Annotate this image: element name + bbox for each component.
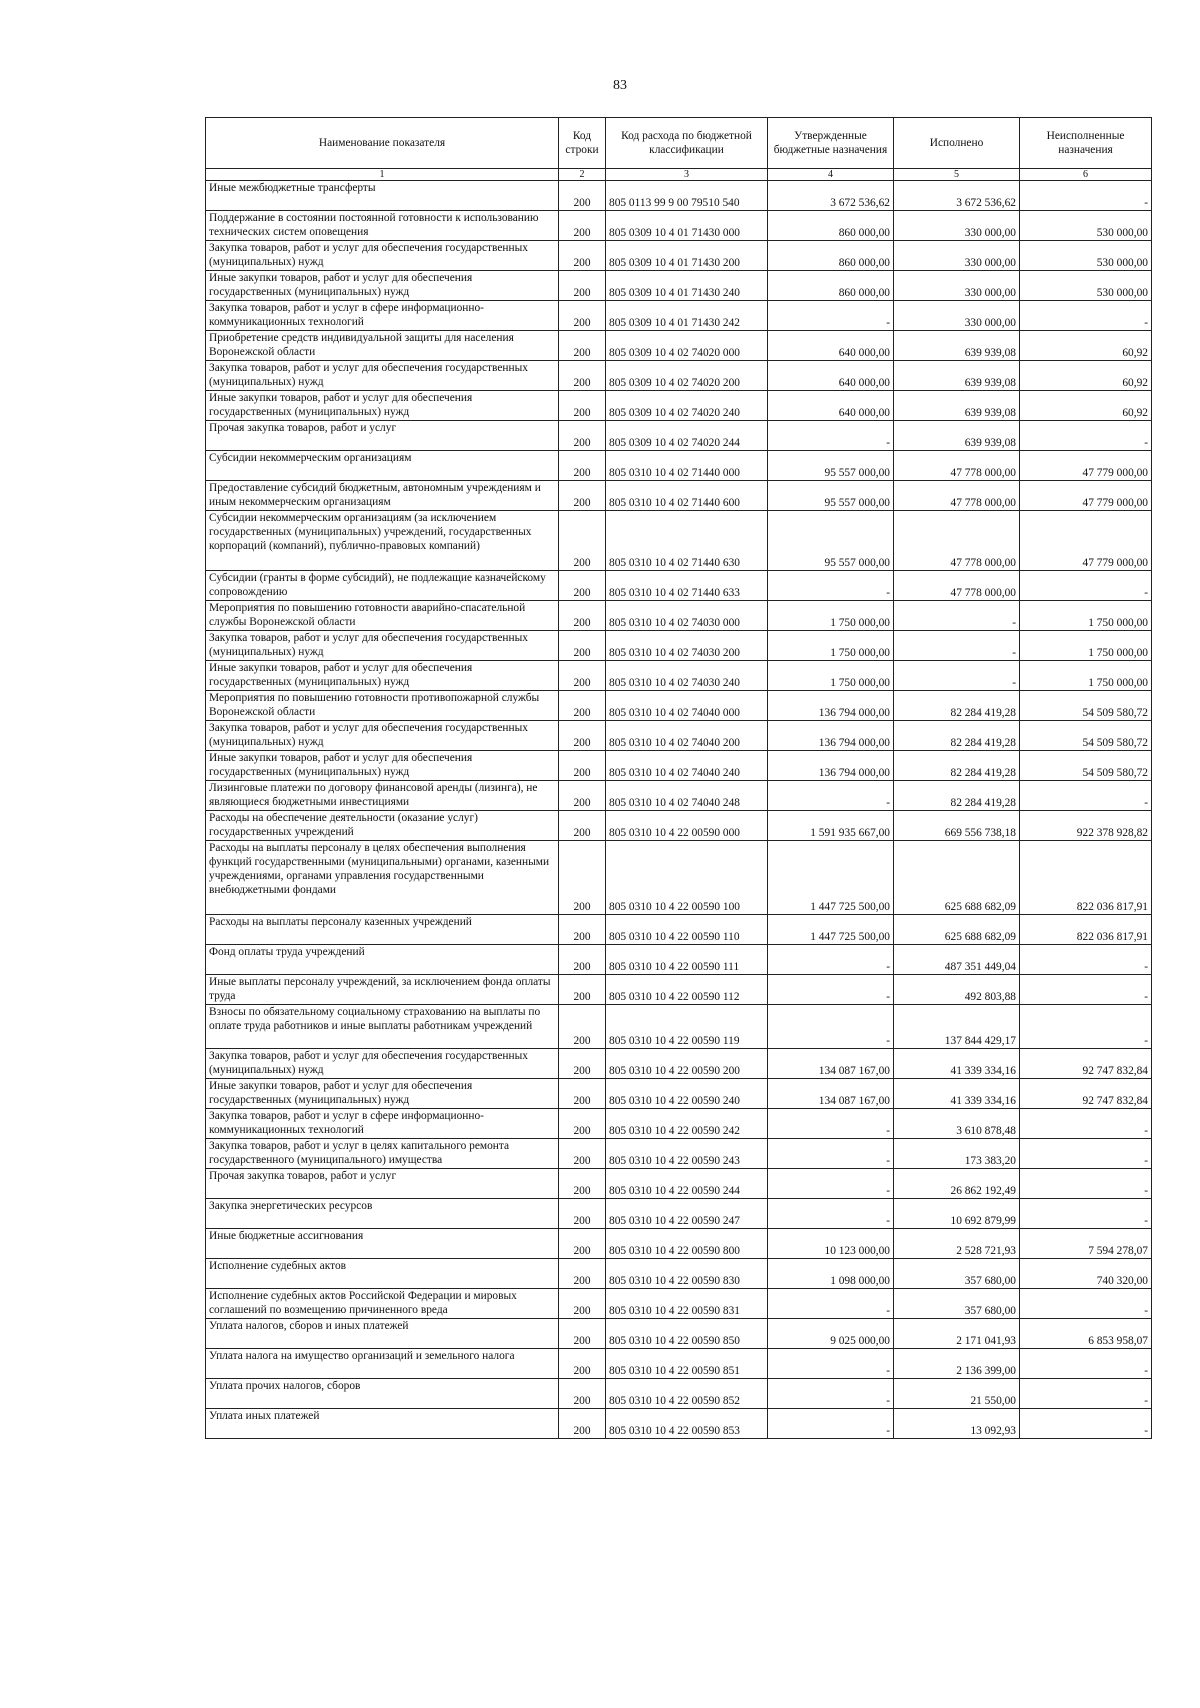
- table-row: [206, 301, 1152, 331]
- unexecuted-amount-cell: 47 779 000,00: [1020, 451, 1152, 481]
- executed-amount-cell: 41 339 334,16: [894, 1049, 1020, 1079]
- executed-amount-cell: -: [894, 631, 1020, 661]
- approved-amount-cell: 136 794 000,00: [768, 721, 894, 751]
- table-row: [206, 631, 1152, 661]
- approved-amount-cell: 1 447 725 500,00: [768, 915, 894, 945]
- approved-amount-cell: -: [768, 1169, 894, 1199]
- executed-amount-cell: 2 528 721,93: [894, 1229, 1020, 1259]
- line-code-cell: 200: [559, 945, 606, 975]
- page-number: 83: [613, 78, 627, 93]
- line-code-cell: 200: [559, 1259, 606, 1289]
- unexecuted-amount-cell: 1 750 000,00: [1020, 631, 1152, 661]
- table-row: [206, 1229, 1152, 1259]
- indicator-name-cell: Иные закупки товаров, работ и услуг для обеспечения государственных (муниципальных) нужд: [206, 391, 559, 421]
- approved-amount-cell: -: [768, 1349, 894, 1379]
- executed-amount-cell: 47 778 000,00: [894, 511, 1020, 571]
- executed-amount-cell: 669 556 738,18: [894, 811, 1020, 841]
- column-number: 1: [206, 169, 559, 181]
- table-row: [206, 241, 1152, 271]
- table-row: [206, 421, 1152, 451]
- table-row: [206, 1109, 1152, 1139]
- indicator-name-cell: Поддержание в состоянии постоянной готовности к использованию технических систем оповещения: [206, 211, 559, 241]
- budget-code-cell: 805 0310 10 4 22 00590 242: [606, 1109, 768, 1139]
- approved-amount-cell: 1 750 000,00: [768, 601, 894, 631]
- line-code-cell: 200: [559, 241, 606, 271]
- approved-amount-cell: 9 025 000,00: [768, 1319, 894, 1349]
- table-row: [206, 481, 1152, 511]
- budget-code-cell: 805 0310 10 4 22 00590 200: [606, 1049, 768, 1079]
- budget-code-cell: 805 0310 10 4 02 74040 200: [606, 721, 768, 751]
- budget-code-cell: 805 0310 10 4 22 00590 100: [606, 841, 768, 915]
- table-row: [206, 271, 1152, 301]
- executed-amount-cell: 3 672 536,62: [894, 181, 1020, 211]
- indicator-name-cell: Взносы по обязательному социальному страхованию на выплаты по оплате труда работников и иные выплаты работникам учреждений: [206, 1005, 559, 1049]
- executed-amount-cell: -: [894, 661, 1020, 691]
- approved-amount-cell: 95 557 000,00: [768, 481, 894, 511]
- table-row: [206, 571, 1152, 601]
- executed-amount-cell: 47 778 000,00: [894, 571, 1020, 601]
- executed-amount-cell: 2 171 041,93: [894, 1319, 1020, 1349]
- executed-amount-cell: 26 862 192,49: [894, 1169, 1020, 1199]
- unexecuted-amount-cell: 740 320,00: [1020, 1259, 1152, 1289]
- line-code-cell: 200: [559, 1409, 606, 1439]
- table-row: [206, 451, 1152, 481]
- approved-amount-cell: 860 000,00: [768, 241, 894, 271]
- approved-amount-cell: 640 000,00: [768, 331, 894, 361]
- budget-code-cell: 805 0310 10 4 22 00590 850: [606, 1319, 768, 1349]
- budget-code-cell: 805 0310 10 4 22 00590 800: [606, 1229, 768, 1259]
- approved-amount-cell: 640 000,00: [768, 361, 894, 391]
- indicator-name-cell: Предоставление субсидий бюджетным, автономным учреждениям и иным некоммерческим организациям: [206, 481, 559, 511]
- table-row: [206, 1005, 1152, 1049]
- budget-code-cell: 805 0310 10 4 22 00590 244: [606, 1169, 768, 1199]
- executed-amount-cell: 2 136 399,00: [894, 1349, 1020, 1379]
- budget-code-cell: 805 0310 10 4 22 00590 852: [606, 1379, 768, 1409]
- indicator-name-cell: Исполнение судебных актов: [206, 1259, 559, 1289]
- budget-code-cell: 805 0310 10 4 22 00590 853: [606, 1409, 768, 1439]
- header-line-code: Код строки: [559, 118, 606, 169]
- header-indicator-name: Наименование показателя: [206, 118, 559, 169]
- unexecuted-amount-cell: -: [1020, 1139, 1152, 1169]
- budget-code-cell: 805 0310 10 4 22 00590 110: [606, 915, 768, 945]
- budget-code-cell: 805 0310 10 4 02 74040 248: [606, 781, 768, 811]
- executed-amount-cell: 330 000,00: [894, 301, 1020, 331]
- budget-code-cell: 805 0310 10 4 22 00590 119: [606, 1005, 768, 1049]
- table-row: [206, 751, 1152, 781]
- budget-code-cell: 805 0310 10 4 02 74030 200: [606, 631, 768, 661]
- table-row: [206, 1409, 1152, 1439]
- line-code-cell: 200: [559, 1349, 606, 1379]
- table-row: [206, 361, 1152, 391]
- line-code-cell: 200: [559, 975, 606, 1005]
- executed-amount-cell: 357 680,00: [894, 1259, 1020, 1289]
- unexecuted-amount-cell: 54 509 580,72: [1020, 691, 1152, 721]
- line-code-cell: 200: [559, 421, 606, 451]
- executed-amount-cell: 3 610 878,48: [894, 1109, 1020, 1139]
- approved-amount-cell: -: [768, 1005, 894, 1049]
- indicator-name-cell: Иные закупки товаров, работ и услуг для обеспечения государственных (муниципальных) нужд: [206, 271, 559, 301]
- table-row: [206, 841, 1152, 915]
- executed-amount-cell: 82 284 419,28: [894, 751, 1020, 781]
- indicator-name-cell: Прочая закупка товаров, работ и услуг: [206, 421, 559, 451]
- line-code-cell: 200: [559, 391, 606, 421]
- budget-code-cell: 805 0310 10 4 22 00590 111: [606, 945, 768, 975]
- unexecuted-amount-cell: 92 747 832,84: [1020, 1049, 1152, 1079]
- executed-amount-cell: 625 688 682,09: [894, 841, 1020, 915]
- unexecuted-amount-cell: -: [1020, 301, 1152, 331]
- budget-code-cell: 805 0310 10 4 02 74030 000: [606, 601, 768, 631]
- approved-amount-cell: 134 087 167,00: [768, 1049, 894, 1079]
- table-row: [206, 511, 1152, 571]
- unexecuted-amount-cell: 1 750 000,00: [1020, 661, 1152, 691]
- line-code-cell: 200: [559, 691, 606, 721]
- executed-amount-cell: 10 692 879,99: [894, 1199, 1020, 1229]
- header-approved: Утвержденные бюджетные назначения: [768, 118, 894, 169]
- indicator-name-cell: Закупка энергетических ресурсов: [206, 1199, 559, 1229]
- indicator-name-cell: Иные закупки товаров, работ и услуг для обеспечения государственных (муниципальных) нужд: [206, 1079, 559, 1109]
- budget-code-cell: 805 0310 10 4 22 00590 112: [606, 975, 768, 1005]
- budget-code-cell: 805 0309 10 4 01 71430 240: [606, 271, 768, 301]
- executed-amount-cell: 357 680,00: [894, 1289, 1020, 1319]
- approved-amount-cell: 10 123 000,00: [768, 1229, 894, 1259]
- table-row: [206, 1319, 1152, 1349]
- budget-code-cell: 805 0310 10 4 22 00590 240: [606, 1079, 768, 1109]
- table-row: [206, 661, 1152, 691]
- executed-amount-cell: 330 000,00: [894, 241, 1020, 271]
- budget-code-cell: 805 0310 10 4 02 74040 000: [606, 691, 768, 721]
- table-row: [206, 811, 1152, 841]
- unexecuted-amount-cell: -: [1020, 1005, 1152, 1049]
- indicator-name-cell: Фонд оплаты труда учреждений: [206, 945, 559, 975]
- indicator-name-cell: Закупка товаров, работ и услуг в сфере информационно-коммуникационных технологий: [206, 301, 559, 331]
- table-row: [206, 1379, 1152, 1409]
- line-code-cell: 200: [559, 811, 606, 841]
- approved-amount-cell: -: [768, 781, 894, 811]
- budget-code-cell: 805 0310 10 4 22 00590 830: [606, 1259, 768, 1289]
- approved-amount-cell: -: [768, 945, 894, 975]
- executed-amount-cell: 487 351 449,04: [894, 945, 1020, 975]
- table-row: [206, 1199, 1152, 1229]
- unexecuted-amount-cell: -: [1020, 945, 1152, 975]
- unexecuted-amount-cell: -: [1020, 1349, 1152, 1379]
- executed-amount-cell: 13 092,93: [894, 1409, 1020, 1439]
- unexecuted-amount-cell: -: [1020, 421, 1152, 451]
- line-code-cell: 200: [559, 301, 606, 331]
- budget-code-cell: 805 0309 10 4 02 74020 244: [606, 421, 768, 451]
- budget-code-cell: 805 0309 10 4 02 74020 200: [606, 361, 768, 391]
- column-number: 5: [894, 169, 1020, 181]
- indicator-name-cell: Закупка товаров, работ и услуг в сфере информационно-коммуникационных технологий: [206, 1109, 559, 1139]
- executed-amount-cell: 47 778 000,00: [894, 481, 1020, 511]
- header-executed: Исполнено: [894, 118, 1020, 169]
- approved-amount-cell: 95 557 000,00: [768, 511, 894, 571]
- indicator-name-cell: Лизинговые платежи по договору финансовой аренды (лизинга), не являющиеся бюджетными инвестициями: [206, 781, 559, 811]
- column-number: 2: [559, 169, 606, 181]
- header-unexecuted: Неисполненные назначения: [1020, 118, 1152, 169]
- line-code-cell: 200: [559, 1109, 606, 1139]
- approved-amount-cell: -: [768, 1289, 894, 1319]
- executed-amount-cell: 639 939,08: [894, 391, 1020, 421]
- executed-amount-cell: 330 000,00: [894, 211, 1020, 241]
- line-code-cell: 200: [559, 181, 606, 211]
- unexecuted-amount-cell: 530 000,00: [1020, 241, 1152, 271]
- indicator-name-cell: Закупка товаров, работ и услуг для обеспечения государственных (муниципальных) нужд: [206, 721, 559, 751]
- indicator-name-cell: Закупка товаров, работ и услуг для обеспечения государственных (муниципальных) нужд: [206, 631, 559, 661]
- approved-amount-cell: 1 750 000,00: [768, 631, 894, 661]
- table-row: [206, 331, 1152, 361]
- budget-code-cell: 805 0310 10 4 02 71440 633: [606, 571, 768, 601]
- budget-code-cell: 805 0309 10 4 01 71430 242: [606, 301, 768, 331]
- indicator-name-cell: Иные закупки товаров, работ и услуг для обеспечения государственных (муниципальных) нужд: [206, 661, 559, 691]
- indicator-name-cell: Мероприятия по повышению готовности аварийно-спасательной службы Воронежской области: [206, 601, 559, 631]
- unexecuted-amount-cell: -: [1020, 571, 1152, 601]
- unexecuted-amount-cell: -: [1020, 181, 1152, 211]
- indicator-name-cell: Закупка товаров, работ и услуг в целях капитального ремонта государственного (муниципального) имущества: [206, 1139, 559, 1169]
- table-row: [206, 601, 1152, 631]
- unexecuted-amount-cell: 60,92: [1020, 361, 1152, 391]
- line-code-cell: 200: [559, 571, 606, 601]
- table-row: [206, 1259, 1152, 1289]
- indicator-name-cell: Исполнение судебных актов Российской Федерации и мировых соглашений по возмещению причиненного вреда: [206, 1289, 559, 1319]
- budget-code-cell: 805 0310 10 4 22 00590 000: [606, 811, 768, 841]
- approved-amount-cell: -: [768, 571, 894, 601]
- header-budget-classification-code: Код расхода по бюджетной классификации: [606, 118, 768, 169]
- approved-amount-cell: -: [768, 1139, 894, 1169]
- executed-amount-cell: 639 939,08: [894, 361, 1020, 391]
- table-row: [206, 1049, 1152, 1079]
- executed-amount-cell: 47 778 000,00: [894, 451, 1020, 481]
- unexecuted-amount-cell: 54 509 580,72: [1020, 721, 1152, 751]
- approved-amount-cell: -: [768, 1409, 894, 1439]
- executed-amount-cell: 137 844 429,17: [894, 1005, 1020, 1049]
- line-code-cell: 200: [559, 1289, 606, 1319]
- budget-code-cell: 805 0310 10 4 02 74030 240: [606, 661, 768, 691]
- approved-amount-cell: -: [768, 1199, 894, 1229]
- table-row: [206, 915, 1152, 945]
- executed-amount-cell: 625 688 682,09: [894, 915, 1020, 945]
- approved-amount-cell: -: [768, 301, 894, 331]
- unexecuted-amount-cell: -: [1020, 781, 1152, 811]
- line-code-cell: 200: [559, 661, 606, 691]
- unexecuted-amount-cell: 922 378 928,82: [1020, 811, 1152, 841]
- table-row: [206, 1289, 1152, 1319]
- unexecuted-amount-cell: 822 036 817,91: [1020, 915, 1152, 945]
- approved-amount-cell: 1 447 725 500,00: [768, 841, 894, 915]
- unexecuted-amount-cell: 530 000,00: [1020, 271, 1152, 301]
- indicator-name-cell: Расходы на выплаты персоналу в целях обеспечения выполнения функций государственными (муниципальными) органами, казенными учреждениями, органами управления государственными внебюджетными фондами: [206, 841, 559, 915]
- approved-amount-cell: 860 000,00: [768, 271, 894, 301]
- indicator-name-cell: Иные закупки товаров, работ и услуг для обеспечения государственных (муниципальных) нужд: [206, 751, 559, 781]
- indicator-name-cell: Уплата налогов, сборов и иных платежей: [206, 1319, 559, 1349]
- budget-code-cell: 805 0310 10 4 02 74040 240: [606, 751, 768, 781]
- indicator-name-cell: Субсидии некоммерческим организациям (за исключением государственных (муниципальных) учреждений, государственных корпораций (компаний), публично-правовых компаний): [206, 511, 559, 571]
- table-row: [206, 1349, 1152, 1379]
- budget-code-cell: 805 0310 10 4 02 71440 000: [606, 451, 768, 481]
- header-row: [206, 118, 1152, 169]
- table-row: [206, 1139, 1152, 1169]
- line-code-cell: 200: [559, 1379, 606, 1409]
- unexecuted-amount-cell: 822 036 817,91: [1020, 841, 1152, 915]
- unexecuted-amount-cell: 7 594 278,07: [1020, 1229, 1152, 1259]
- approved-amount-cell: 640 000,00: [768, 391, 894, 421]
- table-row: [206, 1169, 1152, 1199]
- executed-amount-cell: 639 939,08: [894, 331, 1020, 361]
- budget-code-cell: 805 0310 10 4 22 00590 243: [606, 1139, 768, 1169]
- line-code-cell: 200: [559, 1229, 606, 1259]
- approved-amount-cell: 136 794 000,00: [768, 691, 894, 721]
- indicator-name-cell: Субсидии (гранты в форме субсидий), не подлежащие казначейскому сопровождению: [206, 571, 559, 601]
- table-row: [206, 975, 1152, 1005]
- line-code-cell: 200: [559, 361, 606, 391]
- line-code-cell: 200: [559, 1005, 606, 1049]
- approved-amount-cell: -: [768, 975, 894, 1005]
- line-code-cell: 200: [559, 915, 606, 945]
- approved-amount-cell: 1 098 000,00: [768, 1259, 894, 1289]
- table-row: [206, 181, 1152, 211]
- executed-amount-cell: 173 383,20: [894, 1139, 1020, 1169]
- unexecuted-amount-cell: 60,92: [1020, 391, 1152, 421]
- unexecuted-amount-cell: -: [1020, 975, 1152, 1005]
- line-code-cell: 200: [559, 841, 606, 915]
- line-code-cell: 200: [559, 721, 606, 751]
- indicator-name-cell: Иные бюджетные ассигнования: [206, 1229, 559, 1259]
- unexecuted-amount-cell: -: [1020, 1289, 1152, 1319]
- column-number: 4: [768, 169, 894, 181]
- line-code-cell: 200: [559, 751, 606, 781]
- approved-amount-cell: 134 087 167,00: [768, 1079, 894, 1109]
- table-row: [206, 721, 1152, 751]
- indicator-name-cell: Приобретение средств индивидуальной защиты для населения Воронежской области: [206, 331, 559, 361]
- unexecuted-amount-cell: 60,92: [1020, 331, 1152, 361]
- unexecuted-amount-cell: -: [1020, 1109, 1152, 1139]
- executed-amount-cell: 639 939,08: [894, 421, 1020, 451]
- approved-amount-cell: 3 672 536,62: [768, 181, 894, 211]
- executed-amount-cell: 41 339 334,16: [894, 1079, 1020, 1109]
- budget-code-cell: 805 0309 10 4 01 71430 000: [606, 211, 768, 241]
- approved-amount-cell: 860 000,00: [768, 211, 894, 241]
- indicator-name-cell: Иные выплаты персоналу учреждений, за исключением фонда оплаты труда: [206, 975, 559, 1005]
- budget-code-cell: 805 0113 99 9 00 79510 540: [606, 181, 768, 211]
- line-code-cell: 200: [559, 1139, 606, 1169]
- budget-code-cell: 805 0309 10 4 02 74020 000: [606, 331, 768, 361]
- unexecuted-amount-cell: -: [1020, 1379, 1152, 1409]
- approved-amount-cell: 1 591 935 667,00: [768, 811, 894, 841]
- budget-code-cell: 805 0310 10 4 22 00590 831: [606, 1289, 768, 1319]
- unexecuted-amount-cell: 92 747 832,84: [1020, 1079, 1152, 1109]
- indicator-name-cell: Иные межбюджетные трансферты: [206, 181, 559, 211]
- table-row: [206, 211, 1152, 241]
- unexecuted-amount-cell: 47 779 000,00: [1020, 481, 1152, 511]
- unexecuted-amount-cell: -: [1020, 1409, 1152, 1439]
- unexecuted-amount-cell: 1 750 000,00: [1020, 601, 1152, 631]
- indicator-name-cell: Уплата иных платежей: [206, 1409, 559, 1439]
- executed-amount-cell: 21 550,00: [894, 1379, 1020, 1409]
- unexecuted-amount-cell: 530 000,00: [1020, 211, 1152, 241]
- table-row: [206, 945, 1152, 975]
- unexecuted-amount-cell: 54 509 580,72: [1020, 751, 1152, 781]
- approved-amount-cell: -: [768, 1109, 894, 1139]
- budget-code-cell: 805 0309 10 4 01 71430 200: [606, 241, 768, 271]
- line-code-cell: 200: [559, 481, 606, 511]
- line-code-cell: 200: [559, 451, 606, 481]
- line-code-cell: 200: [559, 331, 606, 361]
- table-row: [206, 691, 1152, 721]
- line-code-cell: 200: [559, 1319, 606, 1349]
- budget-code-cell: 805 0310 10 4 02 71440 600: [606, 481, 768, 511]
- column-number: 6: [1020, 169, 1152, 181]
- approved-amount-cell: -: [768, 421, 894, 451]
- indicator-name-cell: Закупка товаров, работ и услуг для обеспечения государственных (муниципальных) нужд: [206, 241, 559, 271]
- unexecuted-amount-cell: 6 853 958,07: [1020, 1319, 1152, 1349]
- indicator-name-cell: Уплата прочих налогов, сборов: [206, 1379, 559, 1409]
- indicator-name-cell: Закупка товаров, работ и услуг для обеспечения государственных (муниципальных) нужд: [206, 361, 559, 391]
- budget-execution-table: [205, 117, 1152, 1439]
- indicator-name-cell: Мероприятия по повышению готовности противопожарной службы Воронежской области: [206, 691, 559, 721]
- indicator-name-cell: Субсидии некоммерческим организациям: [206, 451, 559, 481]
- table-body: [206, 181, 1152, 1439]
- indicator-name-cell: Прочая закупка товаров, работ и услуг: [206, 1169, 559, 1199]
- column-number-row: [206, 169, 1152, 181]
- budget-code-cell: 805 0310 10 4 02 71440 630: [606, 511, 768, 571]
- approved-amount-cell: 136 794 000,00: [768, 751, 894, 781]
- table-row: [206, 1079, 1152, 1109]
- line-code-cell: 200: [559, 1169, 606, 1199]
- approved-amount-cell: -: [768, 1379, 894, 1409]
- line-code-cell: 200: [559, 271, 606, 301]
- line-code-cell: 200: [559, 631, 606, 661]
- line-code-cell: 200: [559, 211, 606, 241]
- table-row: [206, 781, 1152, 811]
- executed-amount-cell: 82 284 419,28: [894, 781, 1020, 811]
- line-code-cell: 200: [559, 1079, 606, 1109]
- executed-amount-cell: 82 284 419,28: [894, 721, 1020, 751]
- indicator-name-cell: Закупка товаров, работ и услуг для обеспечения государственных (муниципальных) нужд: [206, 1049, 559, 1079]
- indicator-name-cell: Расходы на обеспечение деятельности (оказание услуг) государственных учреждений: [206, 811, 559, 841]
- approved-amount-cell: 95 557 000,00: [768, 451, 894, 481]
- table-row: [206, 391, 1152, 421]
- line-code-cell: 200: [559, 781, 606, 811]
- unexecuted-amount-cell: -: [1020, 1169, 1152, 1199]
- line-code-cell: 200: [559, 601, 606, 631]
- line-code-cell: 200: [559, 1199, 606, 1229]
- executed-amount-cell: 330 000,00: [894, 271, 1020, 301]
- indicator-name-cell: Расходы на выплаты персоналу казенных учреждений: [206, 915, 559, 945]
- unexecuted-amount-cell: 47 779 000,00: [1020, 511, 1152, 571]
- approved-amount-cell: 1 750 000,00: [768, 661, 894, 691]
- column-number: 3: [606, 169, 768, 181]
- executed-amount-cell: 82 284 419,28: [894, 691, 1020, 721]
- indicator-name-cell: Уплата налога на имущество организаций и земельного налога: [206, 1349, 559, 1379]
- line-code-cell: 200: [559, 511, 606, 571]
- budget-code-cell: 805 0309 10 4 02 74020 240: [606, 391, 768, 421]
- executed-amount-cell: -: [894, 601, 1020, 631]
- budget-code-cell: 805 0310 10 4 22 00590 247: [606, 1199, 768, 1229]
- executed-amount-cell: 492 803,88: [894, 975, 1020, 1005]
- line-code-cell: 200: [559, 1049, 606, 1079]
- budget-code-cell: 805 0310 10 4 22 00590 851: [606, 1349, 768, 1379]
- unexecuted-amount-cell: -: [1020, 1199, 1152, 1229]
